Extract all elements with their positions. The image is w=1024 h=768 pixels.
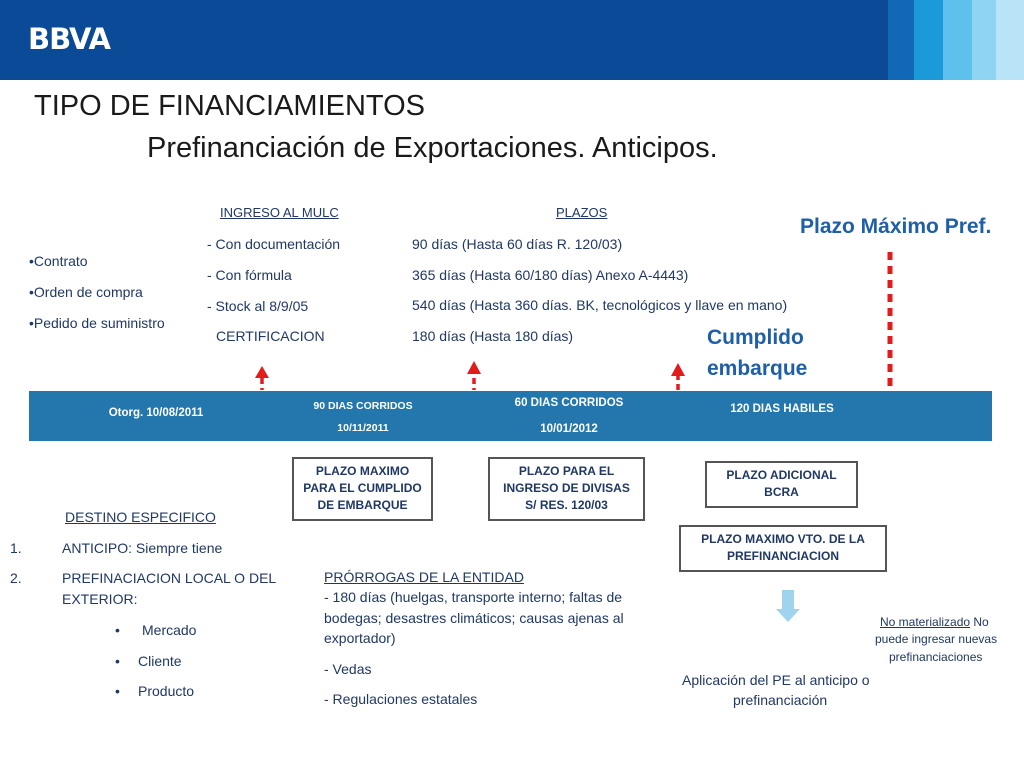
page-title: TIPO DE FINANCIAMIENTOS bbox=[34, 90, 426, 122]
cumplido-label: Cumplido bbox=[707, 326, 804, 349]
timeline-bar bbox=[29, 390, 992, 441]
prorrogas-regulaciones: - Regulaciones estatales bbox=[324, 691, 478, 707]
ingreso-item: - Stock al 8/9/05 bbox=[207, 298, 309, 314]
no-materializado-label: No materializado bbox=[880, 615, 971, 629]
box-line: PREFINANCIACION bbox=[726, 549, 839, 563]
box-embarque bbox=[292, 457, 433, 521]
box-line: PLAZO MAXIMO VTO. DE LA bbox=[701, 532, 865, 546]
plazos-item: 540 días (Hasta 360 días. BK, tecnológicos y llave en mano) bbox=[412, 297, 788, 313]
bullet-icon: • bbox=[115, 622, 120, 638]
embarque-label: embarque bbox=[707, 357, 808, 380]
destino-subitem: Mercado bbox=[142, 622, 197, 638]
ingreso-heading: INGRESO AL MULC bbox=[220, 205, 339, 220]
up-arrow-icon bbox=[467, 361, 481, 374]
destino-item: ANTICIPO: Siempre tiene bbox=[62, 540, 223, 556]
plazos-item: 90 días (Hasta 60 días R. 120/03) bbox=[412, 236, 623, 252]
box-line: INGRESO DE DIVISAS bbox=[503, 481, 630, 495]
plazos-item: 365 días (Hasta 60/180 días) Anexo A-4443) bbox=[412, 267, 689, 283]
bbva-logo: BBVA bbox=[28, 22, 110, 56]
list-number: 1. bbox=[10, 540, 22, 556]
plazo-maximo-pref-label: Plazo Máximo Pref. bbox=[800, 215, 992, 238]
box-vto bbox=[679, 525, 887, 572]
no-materializado-rest: No bbox=[970, 615, 989, 629]
destino-item: PREFINACIACION LOCAL O DEL bbox=[62, 570, 277, 586]
no-materializado-text: prefinanciaciones bbox=[889, 650, 983, 664]
down-arrow-icon bbox=[776, 590, 800, 622]
box-line: PARA EL CUMPLIDO bbox=[303, 481, 422, 495]
plazos-heading: PLAZOS bbox=[556, 205, 608, 220]
timeline-segment-label: 60 DIAS CORRIDOS bbox=[514, 397, 624, 409]
list-item: •Pedido de suministro bbox=[29, 315, 165, 331]
box-line: S/ RES. 120/03 bbox=[525, 498, 608, 512]
list-item: •Orden de compra bbox=[29, 284, 143, 300]
bullet-icon: • bbox=[115, 653, 120, 669]
timeline-segment-label: 90 DIAS CORRIDOS bbox=[313, 400, 413, 412]
box-adicional bbox=[705, 461, 858, 508]
list-number: 2. bbox=[10, 570, 22, 586]
list-item: •Contrato bbox=[29, 253, 88, 269]
page-subtitle: Prefinanciación de Exportaciones. Anticipos. bbox=[147, 132, 718, 164]
up-arrow-icon bbox=[255, 366, 269, 378]
no-materializado-text bbox=[880, 615, 989, 629]
timeline-segment-label: 120 DIAS HABILES bbox=[730, 403, 834, 415]
destino-subitem: Cliente bbox=[138, 653, 182, 669]
timeline-date: 10/01/2012 bbox=[540, 423, 598, 435]
timeline-otorg: Otorg. 10/08/2011 bbox=[108, 407, 204, 419]
prorrogas-line: - 180 días (huelgas, transporte interno; faltas de bbox=[324, 589, 623, 605]
destino-item: EXTERIOR: bbox=[62, 591, 138, 607]
box-line: BCRA bbox=[764, 485, 799, 499]
ingreso-item: - Con documentación bbox=[207, 236, 341, 252]
box-line: PLAZO PARA EL bbox=[518, 464, 615, 478]
timeline-date: 10/11/2011 bbox=[337, 422, 389, 434]
plazos-item: 180 días (Hasta 180 días) bbox=[412, 328, 574, 344]
aplicacion-text: prefinanciación bbox=[733, 692, 828, 708]
aplicacion-text: Aplicación del PE al anticipo o bbox=[682, 672, 870, 688]
box-line: PLAZO MAXIMO bbox=[315, 464, 410, 478]
box-line: PLAZO ADICIONAL bbox=[726, 468, 837, 482]
no-materializado-text: puede ingresar nuevas bbox=[875, 632, 998, 646]
bullet-icon: • bbox=[115, 683, 120, 699]
box-line: DE EMBARQUE bbox=[317, 498, 408, 512]
up-arrow-icon bbox=[671, 363, 685, 376]
prorrogas-line: bodegas; desastres climáticos; causas ajenas al bbox=[324, 610, 624, 626]
prorrogas-heading: PRÓRROGAS DE LA ENTIDAD bbox=[324, 569, 524, 585]
destino-heading: DESTINO ESPECIFICO bbox=[65, 509, 216, 525]
box-divisas bbox=[488, 457, 645, 521]
destino-subitem: Producto bbox=[138, 683, 195, 699]
ingreso-item: - Con fórmula bbox=[207, 267, 292, 283]
prorrogas-line: exportador) bbox=[324, 630, 396, 646]
prorrogas-vedas: - Vedas bbox=[324, 661, 372, 677]
ingreso-item: CERTIFICACION bbox=[216, 328, 325, 344]
